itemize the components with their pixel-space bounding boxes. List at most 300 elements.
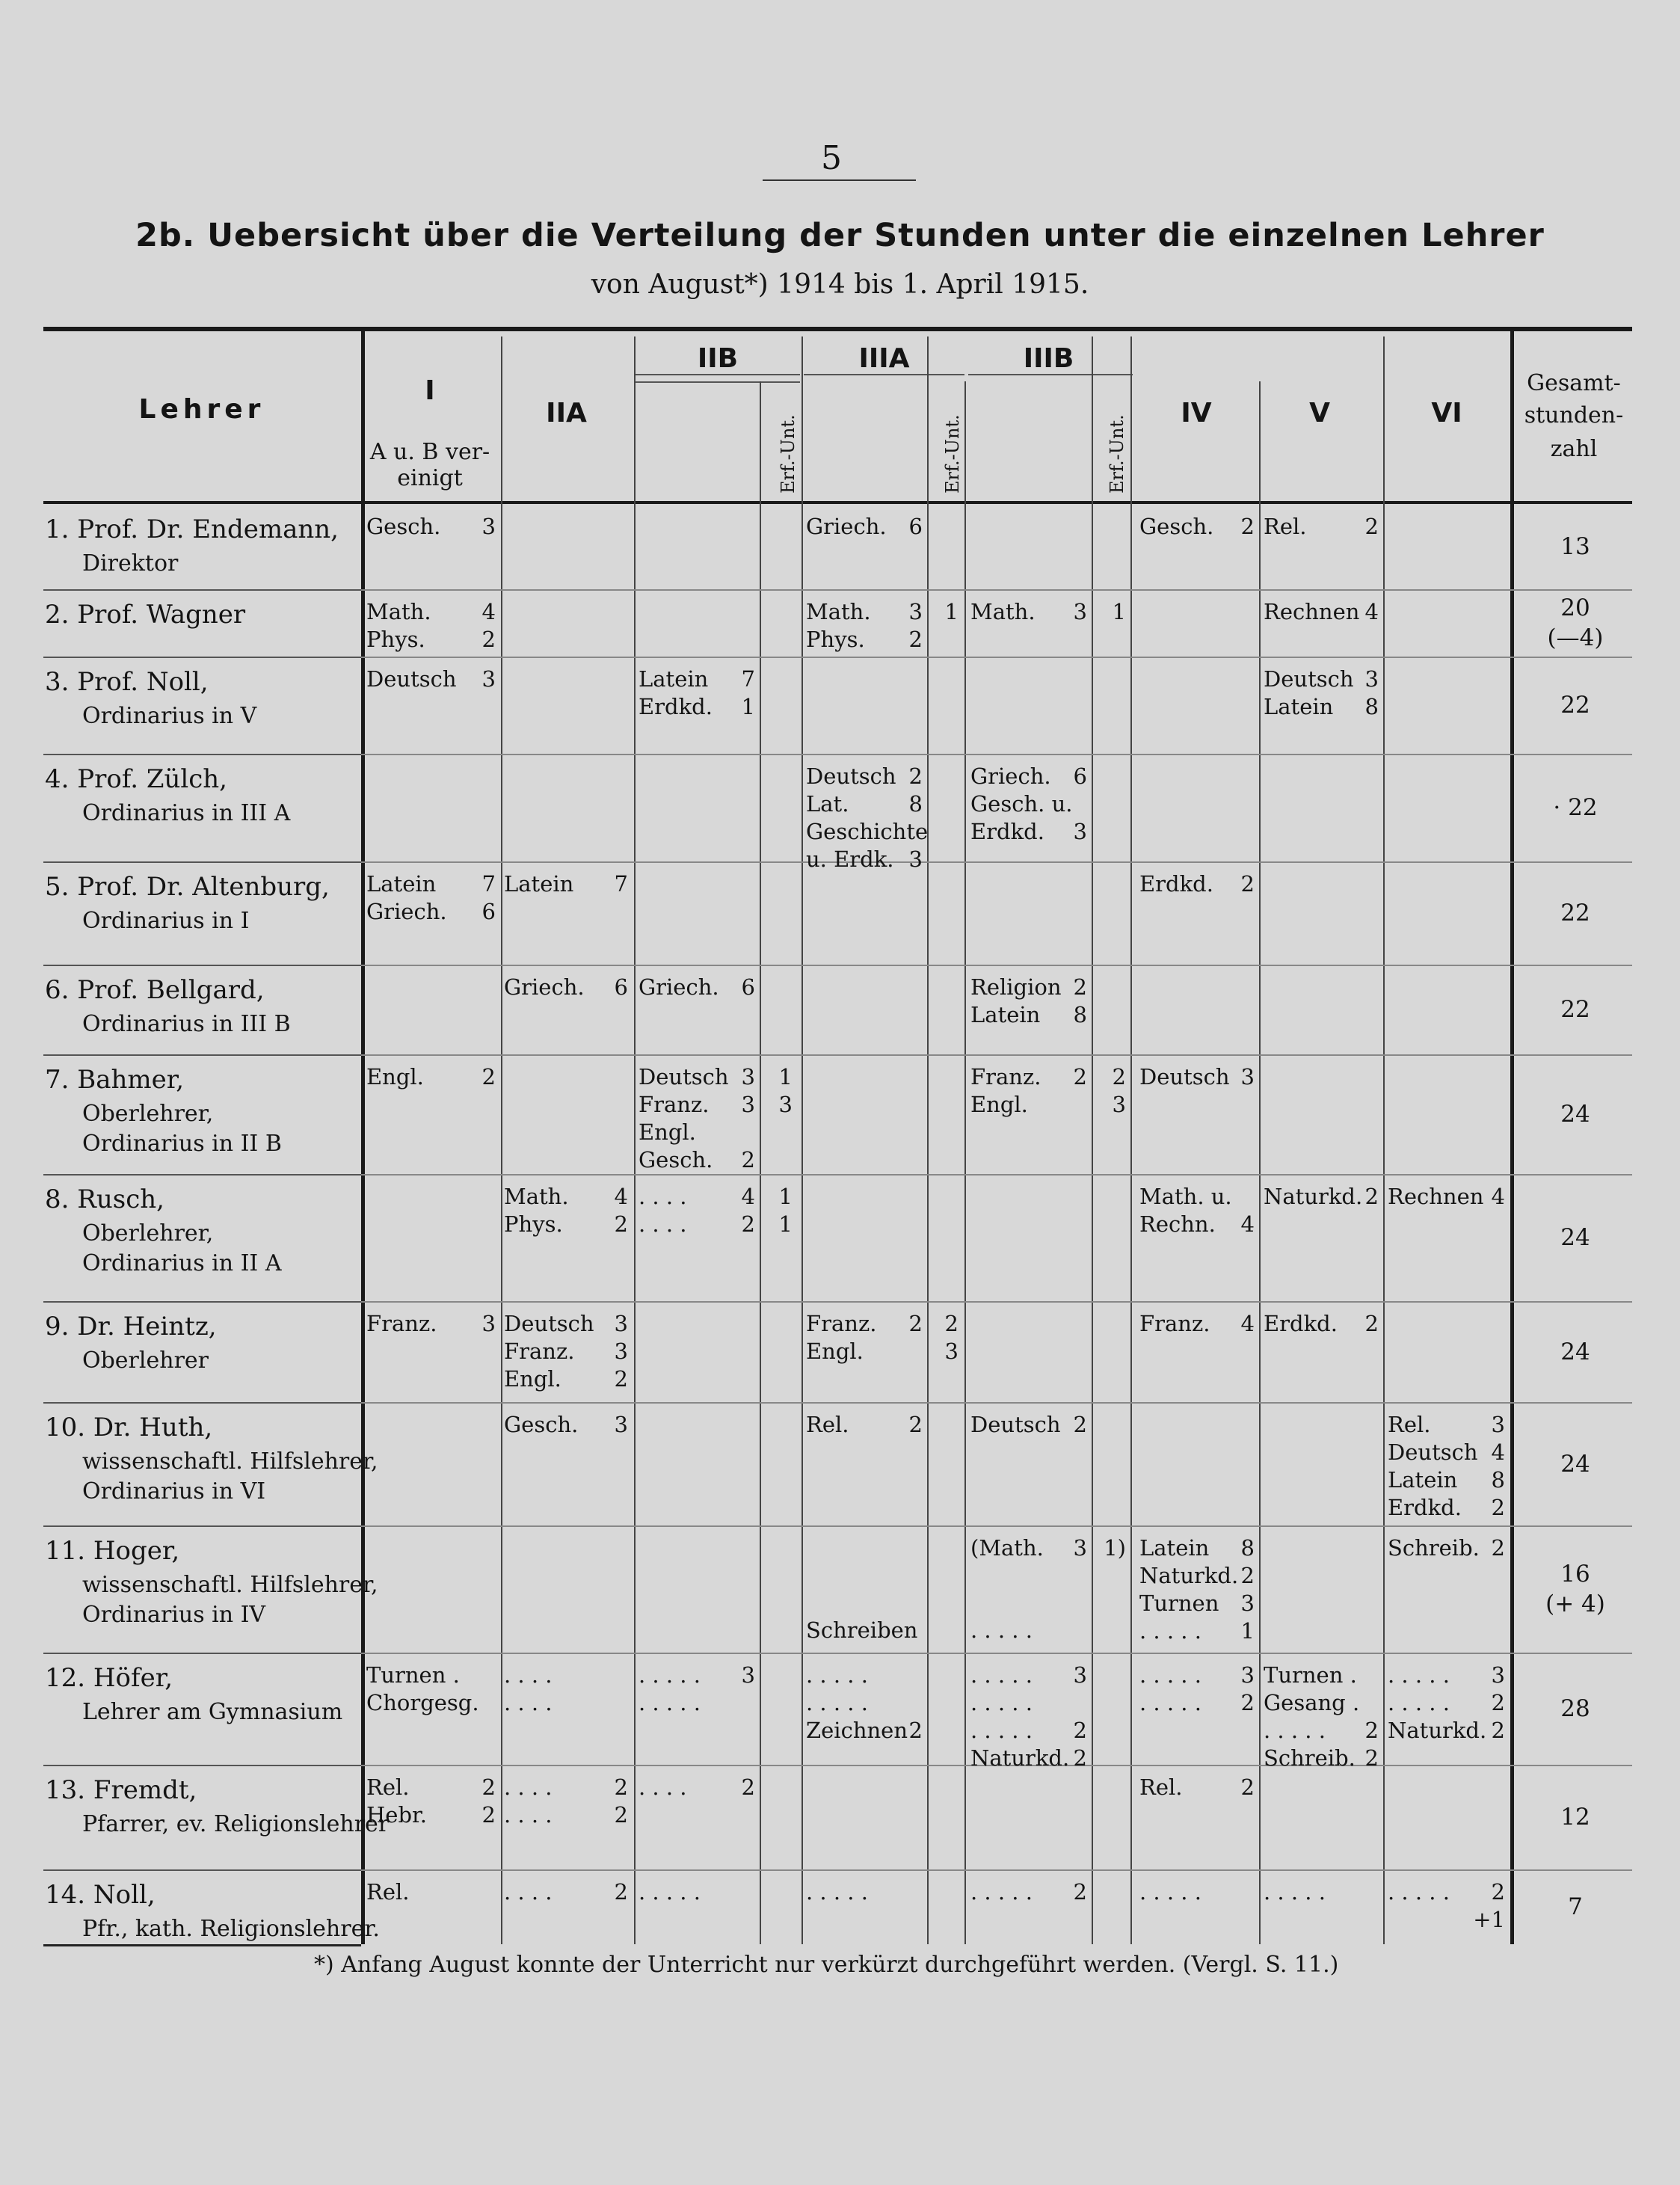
subject: . . . . . <box>806 1879 868 1905</box>
subject: Hebr. <box>366 1802 427 1828</box>
cell-line <box>764 1063 793 1091</box>
subject: Franz. <box>504 1339 575 1364</box>
subject: . . . . . <box>639 1690 701 1715</box>
row-divider <box>361 861 1632 863</box>
header-col-IIA: IIA <box>546 398 587 428</box>
cell-line <box>1388 1439 1505 1466</box>
hours: 2 <box>1240 1563 1255 1588</box>
cell-line <box>639 1662 755 1689</box>
subject: Engl. <box>504 1366 561 1392</box>
cell-line <box>1388 1411 1505 1439</box>
total-hours: 24 <box>1560 1224 1590 1251</box>
schedule-cell <box>639 1774 755 1801</box>
header-group-line-IIB <box>636 374 800 375</box>
subject: Rel. <box>366 1774 410 1800</box>
cell-line <box>806 626 923 654</box>
subject: Franz. <box>806 1311 877 1336</box>
teacher-role: Ordinarius in I <box>82 908 250 934</box>
schedule-cell <box>639 1063 755 1174</box>
cell-line <box>1139 870 1255 898</box>
subject: Gesch. <box>504 1412 579 1437</box>
hours: 4 <box>481 599 496 624</box>
subject: Rel. <box>1264 514 1307 539</box>
subject: Deutsch <box>806 763 896 789</box>
cell-line <box>504 870 628 898</box>
schedule-cell <box>639 1183 755 1238</box>
hours: 3 <box>741 1064 755 1090</box>
header-col-IIIB: IIIB <box>1023 343 1074 374</box>
schedule-cell <box>970 763 1087 846</box>
subject: Erdkd. <box>639 694 713 719</box>
cell-line <box>504 1689 628 1717</box>
header-col-I: I <box>425 375 435 406</box>
cell-line <box>764 1091 793 1119</box>
row-divider <box>43 965 361 966</box>
subject: Rechnen <box>1388 1184 1484 1209</box>
hours: 4 <box>1364 599 1379 624</box>
hours: 4 <box>1240 1311 1255 1336</box>
cell-line <box>1139 1534 1255 1562</box>
header-rule <box>43 501 1632 504</box>
subject: Engl. <box>366 1064 424 1090</box>
schedule-cell <box>1096 1534 1126 1562</box>
cell-line <box>504 1662 628 1689</box>
cell-line <box>639 1063 755 1091</box>
cell-line <box>806 763 923 790</box>
header-erf-unt-IIB: Erf.-Unt. <box>778 414 799 494</box>
cell-line <box>504 1801 628 1829</box>
hours: 3 <box>1112 1092 1126 1117</box>
cell-line <box>1264 1183 1379 1211</box>
schedule-cell <box>806 1310 923 1365</box>
hours: 2 <box>741 1147 755 1173</box>
cell-line <box>970 974 1087 1001</box>
schedule-cell <box>504 1878 628 1906</box>
column-divider <box>760 381 761 1944</box>
total-hours-adjustment: (—4) <box>1547 624 1604 651</box>
schedule-cell <box>504 1183 628 1238</box>
cell-line <box>1264 1717 1379 1745</box>
schedule-cell <box>639 974 755 1001</box>
schedule-cell <box>504 1774 628 1829</box>
teacher-name: 8. Rusch, <box>45 1184 164 1214</box>
total-hours-adjustment: (+ 4) <box>1545 1591 1605 1617</box>
row-divider <box>361 1402 1632 1404</box>
hours: 1 <box>944 599 959 624</box>
subject: Griech. <box>639 974 719 1000</box>
subject: Naturkd. <box>1388 1718 1487 1743</box>
cell-line <box>764 1211 793 1238</box>
schedule-cell <box>366 666 496 693</box>
subject: Latein <box>1264 694 1334 719</box>
teacher-role: Oberlehrer, <box>82 1220 214 1247</box>
hours: 2 <box>1240 871 1255 897</box>
hours: 2 <box>481 627 496 652</box>
teacher-role: Oberlehrer <box>82 1347 209 1374</box>
subject: Religion <box>970 974 1062 1000</box>
subject: Phys. <box>504 1211 563 1237</box>
cell-line <box>970 1878 1087 1906</box>
cell-line <box>366 1801 496 1829</box>
hours: 3 <box>1240 1662 1255 1688</box>
hours: 1 <box>741 694 755 719</box>
schedule-cell <box>639 1878 755 1906</box>
cell-line <box>1139 1689 1255 1717</box>
subject: . . . . <box>504 1802 553 1828</box>
cell-line <box>639 1091 755 1119</box>
subject: . . . . <box>504 1662 553 1688</box>
hours: 2 <box>741 1774 755 1800</box>
teacher-role: Lehrer am Gymnasium <box>82 1699 343 1725</box>
teacher-name: 12. Höfer, <box>45 1663 173 1693</box>
header-gesamt-1: Gesamt- <box>1527 370 1621 396</box>
cell-line <box>1139 513 1255 541</box>
cell-line <box>806 846 923 873</box>
subject: Deutsch <box>1388 1439 1478 1465</box>
teacher-role: Ordinarius in IV <box>82 1602 266 1628</box>
hours: 3 <box>614 1339 628 1364</box>
hours: 3 <box>908 599 923 624</box>
subject: Franz. <box>970 1064 1041 1090</box>
subject: Deutsch <box>1139 1064 1230 1090</box>
cell-line <box>366 598 496 626</box>
hours: 1 <box>1240 1618 1255 1644</box>
top-rule <box>43 327 1632 331</box>
cell-line <box>806 598 923 626</box>
subject: Erdkd. <box>1264 1311 1338 1336</box>
total-hours: 12 <box>1560 1804 1590 1831</box>
cell-line <box>1388 1906 1505 1934</box>
hours: 1 <box>778 1211 793 1237</box>
cell-line <box>366 870 496 898</box>
subject: . . . . <box>639 1184 687 1209</box>
hours: 1) <box>1104 1535 1126 1561</box>
hours: 3 <box>614 1412 628 1437</box>
teacher-role: wissenschaftl. Hilfslehrer, <box>82 1448 378 1475</box>
schedule-cell <box>806 763 929 873</box>
cell-line <box>366 666 496 693</box>
hours: 2 <box>1073 1064 1087 1090</box>
teacher-name: 3. Prof. Noll, <box>45 667 209 697</box>
cell-line <box>970 790 1087 818</box>
total-hours: 13 <box>1560 533 1590 560</box>
cell-line <box>639 1119 755 1146</box>
schedule-cell <box>970 598 1087 626</box>
subject: Erdkd. <box>1388 1495 1462 1520</box>
total-hours: 22 <box>1560 996 1590 1023</box>
cell-line <box>1264 1878 1379 1906</box>
subject: Gesang . <box>1264 1690 1360 1715</box>
schedule-cell <box>1264 666 1379 721</box>
column-divider <box>1383 336 1385 1944</box>
subject: . . . . . <box>970 1690 1033 1715</box>
subject: Schreib. <box>1264 1745 1356 1771</box>
subject: Griech. <box>504 974 585 1000</box>
row-divider <box>43 1301 361 1303</box>
schedule-cell <box>970 1878 1087 1906</box>
schedule-cell <box>806 1662 923 1745</box>
teacher-role: Direktor <box>82 550 179 577</box>
subject: Rechn. <box>1139 1211 1216 1237</box>
subject: Deutsch <box>504 1311 594 1336</box>
row-divider <box>43 1402 361 1404</box>
schedule-cell <box>639 666 755 721</box>
hours: 4 <box>1240 1211 1255 1237</box>
subject: . . . . . <box>1139 1690 1201 1715</box>
total-hours: · 22 <box>1553 794 1598 821</box>
hours: 8 <box>908 791 923 817</box>
cell-line <box>806 1878 923 1906</box>
cell-line <box>806 513 923 541</box>
cell-line <box>639 1211 755 1238</box>
subject: Rel. <box>806 1412 849 1437</box>
total-hours: 24 <box>1560 1338 1590 1365</box>
cell-line <box>1096 1534 1126 1562</box>
header-gesamt-3: zahl <box>1550 436 1598 462</box>
schedule-cell <box>1139 1310 1255 1338</box>
row-divider <box>361 589 1632 591</box>
teacher-name: 9. Dr. Heintz, <box>45 1312 217 1342</box>
subject: . . . . . <box>806 1690 868 1715</box>
schedule-cell <box>639 1662 755 1717</box>
schedule-cell <box>366 870 496 926</box>
cell-line <box>970 818 1087 846</box>
total-hours: 22 <box>1560 900 1590 926</box>
cell-line <box>970 1617 1087 1644</box>
subject: Latein <box>366 871 437 897</box>
cell-line <box>1264 1310 1379 1338</box>
cell-line <box>806 1617 923 1644</box>
header-erf-unt-IIIB: Erf.-Unt. <box>1107 414 1127 494</box>
hours: 3 <box>1240 1591 1255 1616</box>
cell-line <box>806 1411 923 1439</box>
subject: Rechnen <box>1264 599 1360 624</box>
subject: . . . . . <box>970 1879 1033 1905</box>
hours: 2 <box>908 1311 923 1336</box>
hours: 3 <box>481 514 496 539</box>
hours: 1 <box>778 1064 793 1090</box>
cell-line <box>1264 1662 1379 1689</box>
cell-line <box>1388 1466 1505 1494</box>
cell-line <box>504 1211 628 1238</box>
schedule-cell <box>970 1411 1087 1439</box>
schedule-cell <box>1388 1878 1505 1934</box>
schedule-cell <box>1139 513 1255 541</box>
hours: 4 <box>1491 1439 1505 1465</box>
cell-line <box>970 1662 1087 1689</box>
header-gesamt-2: stunden- <box>1524 402 1624 428</box>
cell-line <box>639 1774 755 1801</box>
cell-line <box>504 1878 628 1906</box>
cell-line <box>1139 1562 1255 1590</box>
hours: 3 <box>1491 1412 1505 1437</box>
cell-line <box>366 898 496 926</box>
hours: 3 <box>1240 1064 1255 1090</box>
subject: Griech. <box>366 899 447 924</box>
total-hours: 28 <box>1560 1695 1590 1722</box>
subject: Deutsch <box>970 1412 1061 1437</box>
teacher-name: 7. Bahmer, <box>45 1065 185 1095</box>
hours: 2 <box>1491 1879 1505 1905</box>
hours: 2 <box>1240 1690 1255 1715</box>
page-subtitle: von August*) 1914 bis 1. April 1915. <box>591 269 1089 300</box>
schedule-cell <box>932 598 959 626</box>
subject: . . . . . <box>970 1617 1033 1643</box>
schedule-cell <box>1264 1878 1379 1906</box>
hours: 3 <box>481 666 496 692</box>
cell-line <box>806 1338 923 1365</box>
cell-line <box>1264 1745 1379 1772</box>
page-title: 2b. Uebersicht über die Verteilung der Stunden unter die einzelnen Lehrer <box>135 217 1545 254</box>
row-divider <box>43 1054 361 1056</box>
subject: . . . . . <box>970 1662 1033 1688</box>
subject: Engl. <box>970 1092 1028 1117</box>
subject: Griech. <box>970 763 1051 789</box>
hours: 2 <box>614 1774 628 1800</box>
hours: 2 <box>741 1211 755 1237</box>
subject: . . . . . <box>1388 1879 1450 1905</box>
hours: 3 <box>1073 819 1087 844</box>
header-lehrer: Lehrer <box>138 394 265 425</box>
hours: 4 <box>741 1184 755 1209</box>
column-divider <box>1092 336 1093 1944</box>
subject: Gesch. <box>1139 514 1214 539</box>
header-erf-unt-IIIA: Erf.-Unt. <box>942 414 963 494</box>
cell-line <box>639 1183 755 1211</box>
hours: 6 <box>1073 763 1087 789</box>
schedule-cell <box>806 598 923 654</box>
schedule-cell <box>1388 1662 1505 1745</box>
subject: . . . . . <box>1139 1618 1201 1644</box>
cell-line <box>1388 1662 1505 1689</box>
hours: 2 <box>1364 1718 1379 1743</box>
schedule-cell <box>1096 1063 1126 1119</box>
cell-line <box>1139 1310 1255 1338</box>
column-divider <box>361 327 365 1944</box>
schedule-cell <box>504 1662 628 1717</box>
hours: 6 <box>908 514 923 539</box>
subject: Franz. <box>366 1311 437 1336</box>
subject: . . . . . <box>1264 1879 1326 1905</box>
cell-line <box>1388 1689 1505 1717</box>
subject: . . . . <box>639 1211 687 1237</box>
cell-line <box>1139 1063 1255 1091</box>
subject: Latein <box>970 1002 1041 1027</box>
page-number: 5 <box>821 139 842 177</box>
subject: Erdkd. <box>970 819 1044 844</box>
subject: Geschichte <box>806 819 929 844</box>
schedule-cell <box>504 1411 628 1439</box>
subject: Franz. <box>639 1092 710 1117</box>
header-col-I-sub1: A u. B ver- <box>369 439 490 465</box>
column-divider <box>927 336 929 1944</box>
subject: . . . . <box>504 1774 553 1800</box>
hours: 3 <box>1364 666 1379 692</box>
cell-line <box>366 1774 496 1801</box>
hours: 6 <box>481 899 496 924</box>
schedule-cell <box>806 1411 923 1439</box>
cell-line <box>970 1411 1087 1439</box>
row-divider <box>43 1765 361 1766</box>
cell-line <box>970 1745 1087 1772</box>
teacher-role: Pfarrer, ev. Religionslehrer <box>82 1811 390 1837</box>
subject: Griech. <box>806 514 887 539</box>
cell-line <box>366 1310 496 1338</box>
hours: 3 <box>1073 1535 1087 1561</box>
cell-line <box>970 1091 1087 1119</box>
schedule-cell <box>1388 1183 1505 1211</box>
row-divider <box>361 1653 1632 1654</box>
hours: 2 <box>1364 1745 1379 1771</box>
header-group-line-IIIB <box>968 374 1133 375</box>
total-hours: 24 <box>1560 1450 1590 1478</box>
subject: Deutsch <box>366 666 457 692</box>
subject: Chorgesg. <box>366 1690 479 1715</box>
schedule-cell <box>1264 513 1379 541</box>
cell-line <box>504 1365 628 1393</box>
teacher-role: Ordinarius in III B <box>82 1011 291 1037</box>
cell-line <box>639 693 755 721</box>
hours: +1 <box>1473 1907 1505 1932</box>
hours: 2 <box>1240 1774 1255 1800</box>
teacher-role: Ordinarius in V <box>82 703 257 729</box>
cell-line <box>504 1310 628 1338</box>
subject: . . . . <box>504 1879 553 1905</box>
cell-line <box>1139 1590 1255 1617</box>
hours: 6 <box>614 974 628 1000</box>
cell-line <box>932 1338 959 1365</box>
subject: Gesch. u. <box>970 791 1073 817</box>
subject: Schreiben <box>806 1617 918 1643</box>
hours: 2 <box>614 1879 628 1905</box>
subject: Naturkd. <box>970 1745 1070 1771</box>
teacher-role: Ordinarius in II B <box>82 1131 282 1157</box>
schedule-cell <box>970 1662 1087 1772</box>
hours: 7 <box>614 871 628 897</box>
teacher-name: 4. Prof. Zülch, <box>45 764 227 794</box>
cell-line <box>1139 1878 1255 1906</box>
teacher-role: Ordinarius in III A <box>82 800 291 826</box>
schedule-cell <box>1388 1411 1505 1522</box>
header-col-VI: VI <box>1431 398 1462 428</box>
column-divider <box>501 336 502 1944</box>
header-group-line-IIIA <box>804 374 964 375</box>
schedule-cell <box>1139 1662 1255 1717</box>
schedule-cell <box>1264 1662 1379 1772</box>
cell-line <box>1388 1717 1505 1745</box>
hours: 2 <box>908 627 923 652</box>
subject: Rel. <box>366 1879 410 1905</box>
hours: 2 <box>944 1311 959 1336</box>
subject: . . . . . <box>970 1718 1033 1743</box>
cell-line <box>1388 1534 1505 1562</box>
cell-line <box>932 598 959 626</box>
cell-line <box>504 1183 628 1211</box>
cell-line <box>806 818 929 846</box>
schedule-cell <box>1139 1183 1255 1238</box>
schedule-cell <box>764 1183 793 1238</box>
cell-line <box>504 1338 628 1365</box>
header-col-IIIA: IIIA <box>858 343 910 374</box>
cell-line <box>806 1662 923 1689</box>
cell-line <box>970 1717 1087 1745</box>
hours: 2 <box>481 1774 496 1800</box>
column-divider <box>801 336 803 1944</box>
teacher-role: Ordinarius in II A <box>82 1250 282 1276</box>
teacher-name: 11. Hoger, <box>45 1536 180 1566</box>
subject: u. Erdk. <box>806 846 894 872</box>
hours: 2 <box>1491 1718 1505 1743</box>
